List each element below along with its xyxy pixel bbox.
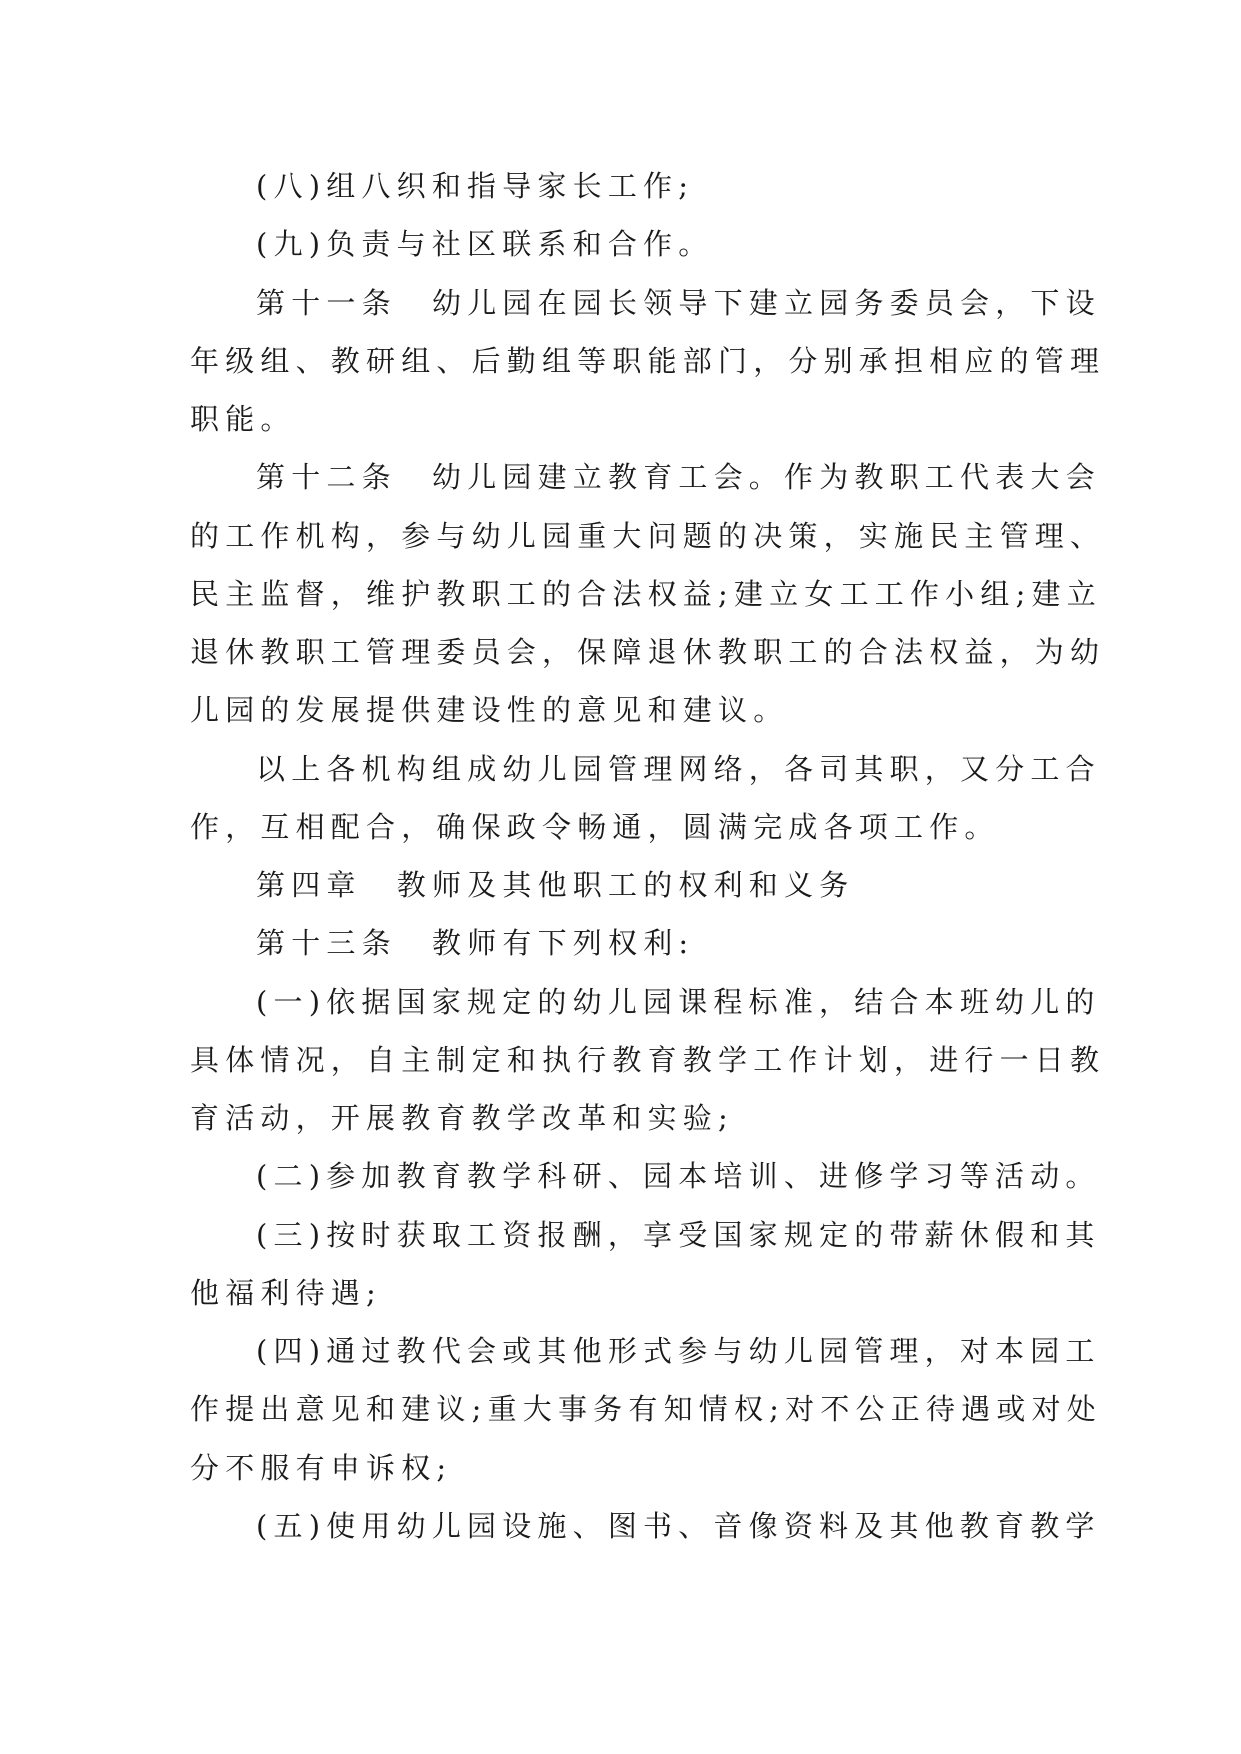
text-line: 作，互相配合，确保政令畅通，圆满完成各项工作。 bbox=[190, 810, 1000, 844]
text-line: 退休教职工管理委员会，保障退休教职工的合法权益，为幼 bbox=[190, 635, 1106, 669]
text-line: 分不服有申诉权; bbox=[190, 1451, 453, 1485]
text-line: 第十二条 幼儿园建立教育工会。作为教职工代表大会 bbox=[256, 460, 1101, 494]
text-line: 第十一条 幼儿园在园长领导下建立园务委员会，下设 bbox=[256, 286, 1101, 320]
text-line: 职能。 bbox=[190, 402, 296, 436]
text-line: (八)组八织和指导家长工作; bbox=[256, 169, 695, 203]
text-line: 育活动，开展教育教学改革和实验; bbox=[190, 1101, 734, 1135]
text-line: 的工作机构，参与幼儿园重大问题的决策，实施民主管理、 bbox=[190, 519, 1106, 553]
text-line: 年级组、教研组、后勤组等职能部门，分别承担相应的管理 bbox=[190, 344, 1106, 378]
text-line: 儿园的发展提供建设性的意见和建议。 bbox=[190, 693, 789, 727]
text-line: 民主监督，维护教职工的合法权益;建立女工工作小组;建立 bbox=[190, 577, 1102, 611]
text-line: (一)依据国家规定的幼儿园课程标准，结合本班幼儿的 bbox=[256, 985, 1101, 1019]
text-line: (五)使用幼儿园设施、图书、音像资料及其他教育教学 bbox=[256, 1509, 1101, 1543]
text-line: 具体情况，自主制定和执行教育教学工作计划，进行一日教 bbox=[190, 1043, 1106, 1077]
text-line: (四)通过教代会或其他形式参与幼儿园管理，对本园工 bbox=[256, 1334, 1101, 1368]
text-line: 第十三条 教师有下列权利: bbox=[256, 926, 695, 960]
text-line: (九)负责与社区联系和合作。 bbox=[256, 227, 714, 261]
text-line: (二)参加教育教学科研、园本培训、进修学习等活动。 bbox=[256, 1159, 1101, 1193]
text-line: 作提出意见和建议;重大事务有知情权;对不公正待遇或对处 bbox=[190, 1392, 1102, 1426]
chapter-heading: 第四章 教师及其他职工的权利和义务 bbox=[256, 868, 855, 902]
text-line: 他福利待遇; bbox=[190, 1276, 382, 1310]
text-line: (三)按时获取工资报酬，享受国家规定的带薪休假和其 bbox=[256, 1218, 1101, 1252]
text-line: 以上各机构组成幼儿园管理网络，各司其职，又分工合 bbox=[256, 752, 1101, 786]
